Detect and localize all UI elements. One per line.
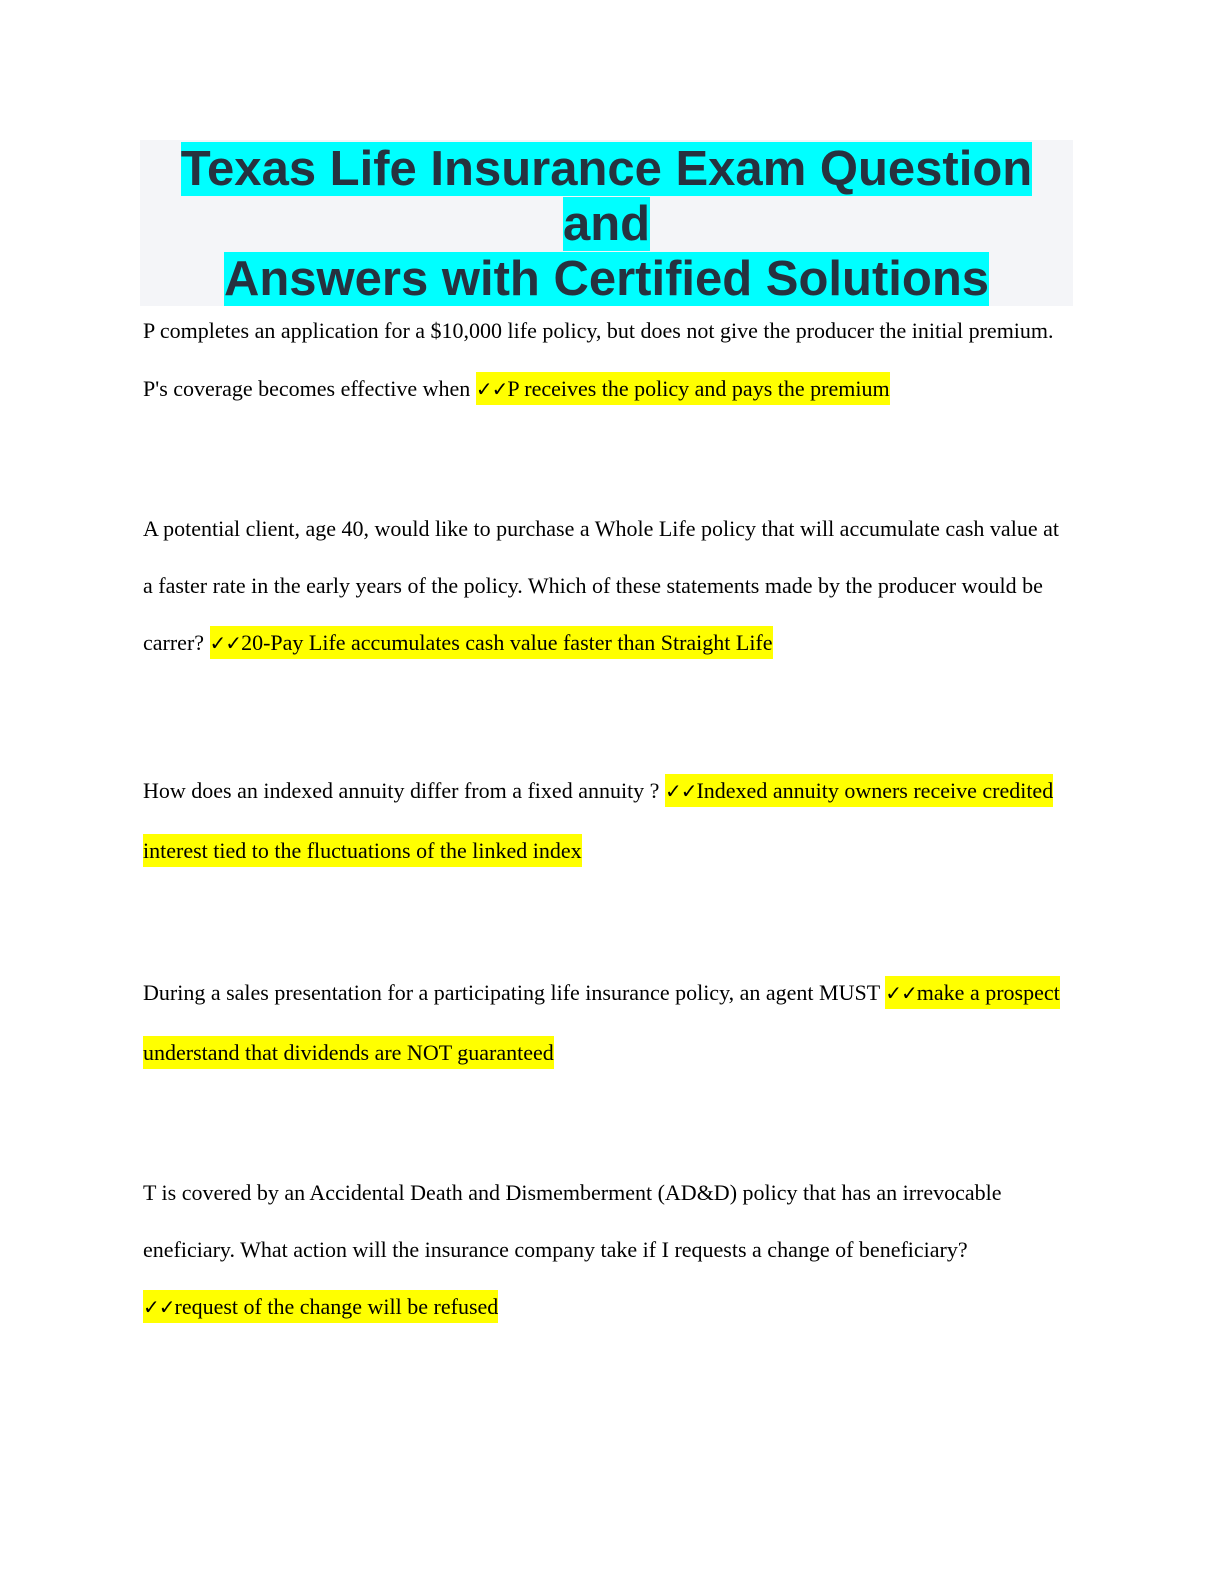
question-text: During a sales presentation for a participating life insurance policy, an agent MUST [143, 980, 886, 1005]
answer-text: 20-Pay Life accumulates cash value faster than Straight Life [241, 630, 773, 655]
title-block [140, 140, 1073, 306]
qa-item-2 [143, 500, 1063, 672]
answer-highlight [476, 372, 890, 405]
title-line-2: Answers with Certified Solutions [223, 252, 990, 306]
page-title [140, 140, 1073, 307]
answer-text: Indexed annuity owners receive credited interest tied to the fluctuations of the linked index [143, 778, 1054, 863]
title-line-1: Texas Life Insurance Exam Question and [180, 142, 1033, 251]
checkmark-icon: ✓✓ [885, 981, 917, 1005]
checkmark-icon: ✓✓ [209, 631, 242, 655]
answer-highlight [210, 626, 773, 659]
checkmark-icon: ✓✓ [143, 1295, 175, 1319]
checkmark-icon: ✓✓ [475, 377, 508, 401]
question-text: How does an indexed annuity differ from a fixed annuity ? [143, 778, 665, 803]
question-text: A potential client, age 40, would like to purchase a Whole Life policy that will accumulate cash value at a faster rate in the early years of the policy. Which of these statements made by the producer would be carrer? [143, 516, 1059, 655]
question-text: P completes an application for a $10,000 life policy, but does not give the producer the initial premium. P's coverage becomes effective when [143, 318, 1054, 401]
answer-text: make a prospect understand that dividends are NOT guaranteed [143, 980, 1060, 1065]
qa-item-5 [143, 1164, 1063, 1336]
answer-text: P receives the policy and pays the premium [507, 376, 890, 401]
qa-item-4 [143, 963, 1063, 1082]
answer-text: request of the change will be refused [174, 1294, 499, 1319]
question-text: T is covered by an Accidental Death and Dismemberment (AD&D) policy that has an irrevocable eneficiary. What action will the insurance company take if I requests a change of beneficiary? [143, 1180, 1002, 1262]
checkmark-icon: ✓✓ [664, 779, 697, 803]
answer-highlight [143, 1290, 498, 1323]
qa-item-1 [143, 302, 1063, 418]
qa-item-3 [143, 761, 1063, 880]
